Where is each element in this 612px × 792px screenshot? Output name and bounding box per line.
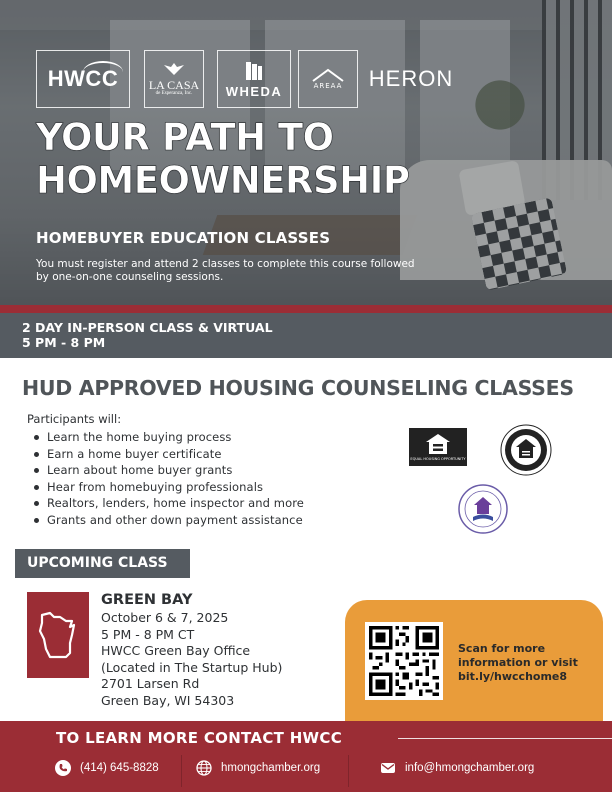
footer-title: TO LEARN MORE CONTACT HWCC [56, 729, 343, 747]
hwcc-logo [36, 50, 130, 108]
email-link[interactable] [380, 760, 534, 776]
qr-code[interactable] [365, 622, 443, 700]
class-city-zip: Green Bay, WI 54303 [101, 692, 235, 708]
email-text: info@hmongchamber.org [405, 762, 535, 774]
footer [0, 721, 612, 792]
hero-banner [0, 0, 612, 305]
equal-housing-badge [409, 428, 467, 466]
class-date: October 6 & 7, 2025 [101, 610, 229, 625]
areaa-name: AREAA [313, 82, 343, 90]
wheda-mark-icon [245, 60, 263, 82]
schedule-time: 5 PM - 8 PM [22, 335, 106, 350]
eagle-icon [163, 61, 185, 77]
class-city: GREEN BAY [101, 592, 193, 608]
class-details [101, 610, 282, 709]
wisconsin-map-icon [36, 609, 80, 661]
partner-logos [36, 50, 456, 108]
phone-number: (414) 645-8828 [80, 762, 159, 774]
hud-seal-icon [500, 424, 552, 476]
roof-icon [311, 68, 345, 82]
title-line-2: HOMEOWNERSHIP [36, 159, 410, 202]
qr-panel [345, 600, 603, 722]
phone-contact[interactable] [55, 760, 159, 776]
accent-stripe [0, 305, 612, 313]
title-line-1: YOUR PATH TO [36, 116, 334, 159]
equal-housing-text: EQUAL HOUSING OPPORTUNITY [410, 457, 466, 461]
class-venue: HWCC Green Bay Office [101, 643, 251, 658]
class-time: 5 PM - 8 PM CT [101, 626, 195, 642]
globe-icon [196, 760, 212, 776]
list-item: Grants and other down payment assistance [34, 512, 304, 529]
la-casa-logo [144, 50, 204, 108]
list-item: Hear from homebuying professionals [34, 479, 304, 496]
list-item: Earn a home buyer certificate [34, 446, 304, 463]
footer-divider [348, 755, 349, 787]
upcoming-class-label: UPCOMING CLASS [15, 549, 190, 578]
phone-icon [55, 760, 71, 776]
schedule-band [0, 313, 612, 358]
page-subtitle: HOMEBUYER EDUCATION CLASSES [36, 229, 331, 247]
intro-text: You must register and attend 2 classes to complete this course followed by one-on-one counseling sessions. [36, 258, 415, 283]
mail-icon [380, 760, 396, 776]
areaa-logo [298, 50, 358, 108]
la-casa-name: LA CASA [148, 78, 200, 92]
list-item: Realtors, lenders, home inspector and more [34, 495, 304, 512]
counseling-title: HUD APPROVED HOUSING COUNSELING CLASSES [22, 376, 574, 400]
class-venue-note: (Located in The Startup Hub) [101, 659, 283, 675]
list-item: Learn about home buyer grants [34, 462, 304, 479]
qr-code-icon [369, 626, 439, 696]
list-item: Learn the home buying process [34, 429, 304, 446]
qr-call-to-action: Scan for more information or visit bit.ly/hwcchome8 [458, 642, 578, 683]
benefits-list [34, 429, 304, 528]
wheda-name: WHEDA [225, 83, 283, 99]
wisconsin-map-badge [27, 592, 89, 678]
footer-divider [181, 755, 182, 787]
heron-logo-text: HERON [368, 66, 454, 91]
hwcc-logo-text: HWCC [47, 66, 119, 91]
participants-label: Participants will: [27, 412, 122, 426]
website-link[interactable] [196, 760, 320, 776]
equal-housing-icon [425, 433, 451, 455]
hwcc-swoosh-icon [83, 61, 123, 83]
education-seal-icon [458, 484, 508, 534]
footer-rule [398, 738, 612, 739]
wheda-logo [217, 50, 291, 108]
website-text: hmongchamber.org [221, 762, 321, 774]
schedule-format: 2 DAY IN-PERSON CLASS & VIRTUAL [22, 320, 273, 335]
heron-logo [368, 50, 454, 108]
la-casa-sub: de Esperanza, Inc. [155, 91, 193, 96]
page-title [36, 116, 476, 202]
class-street: 2701 Larsen Rd [101, 676, 200, 691]
